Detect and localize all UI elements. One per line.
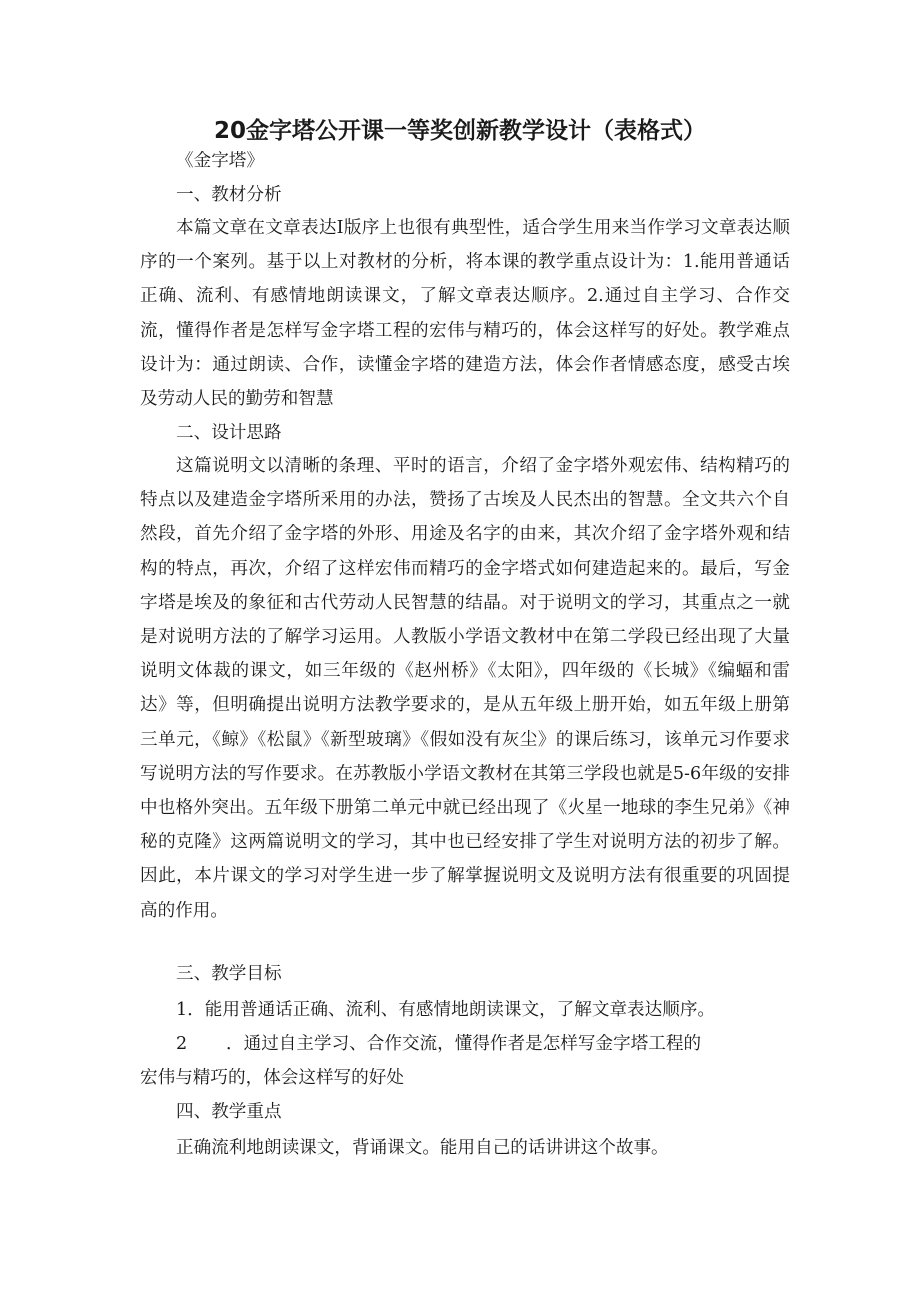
section-heading-teaching-focus: 四、教学重点 [176,1102,282,1122]
teaching-goal-2-text: ．通过自主学习、合作交流，懂得作者是怎样写金字塔工程的 [226,1034,702,1054]
teaching-goal-1: 1．能用普通话正确、流利、有感情地朗读课文，了解文章表达顺序。 [176,1000,716,1020]
section-heading-textbook-analysis: 一、教材分析 [176,185,282,205]
document-title: 20金字塔公开课一等奖创新教学设计（表格式） [213,118,706,144]
paragraph-teaching-focus: 正确流利地朗读课文，背诵课文。能用自己的话讲讲这个故事。 [176,1138,669,1158]
section-heading-teaching-goals: 三、教学目标 [176,964,282,984]
teaching-goal-2-number: 2 [176,1034,188,1054]
paragraph-textbook-analysis: 本篇文章在文章表达I版序上也很有典型性，适合学生用来当作学习文章表达顺序的一个案列。基于以上对教材的分析，将本课的教学重点设计为：1.能用普通话正确、流利、有感情地朗读课文，了解文章表达顺序。2.通过自主学习、合作交流，懂得作者是怎样写金字塔工程的宏伟与精巧的，体会这样写的好处。教学难点设计为：通过朗读、合作，读懂金字塔的建造方法，体会作者情感态度，感受古埃及劳动人民的勤劳和智慧 [140,218,790,410]
teaching-goal-2-continued: 宏伟与精巧的，体会这样写的好处 [140,1068,404,1088]
lesson-name: 《金字塔》 [176,151,264,171]
section-heading-design-idea: 二、设计思路 [176,423,282,443]
paragraph-design-idea: 这篇说明文以清晰的条理、平时的语言，介绍了金字塔外观宏伟、结构精巧的特点以及建造金字塔所釆用的办法，赞扬了古埃及人民杰出的智慧。全文共六个自然段，首先介绍了金字塔的外形、用途及名字的由来，其次介绍了金字塔外观和结构的特点，再次，介绍了这样宏伟而精巧的金字塔式如何建造起来的。最后，写金字塔是埃及的象征和古代劳动人民智慧的结晶。对于说明文的学习，其重点之一就是对说明方法的了解学习运用。人教版小学语文教材中在第二学段已经出现了大量说明文体裁的课文，如三年级的《赵州桥》《太阳》，四年级的《长城》《编蝠和雷达》等，但明确提出说明方法教学要求的，是从五年级上册开始，如五年级上册第三单元，《鲸》《松鼠》《新型玻璃》《假如没有灰尘》的课后练习，该单元习作要求写说明方法的写作要求。在苏教版小学语文教材在其第三学段也就是5-6年级的安排中也格外突出。五年级下册第二单元中就已经出现了《火星一地球的李生兄弟》《神秘的克隆》这两篇说明文的学习，其中也已经安排了学生对说明方法的初步了解。因此，本片课文的学习对学生进一步了解掌握说明文及说明方法有很重要的巩固提高的作用。 [140,456,790,921]
